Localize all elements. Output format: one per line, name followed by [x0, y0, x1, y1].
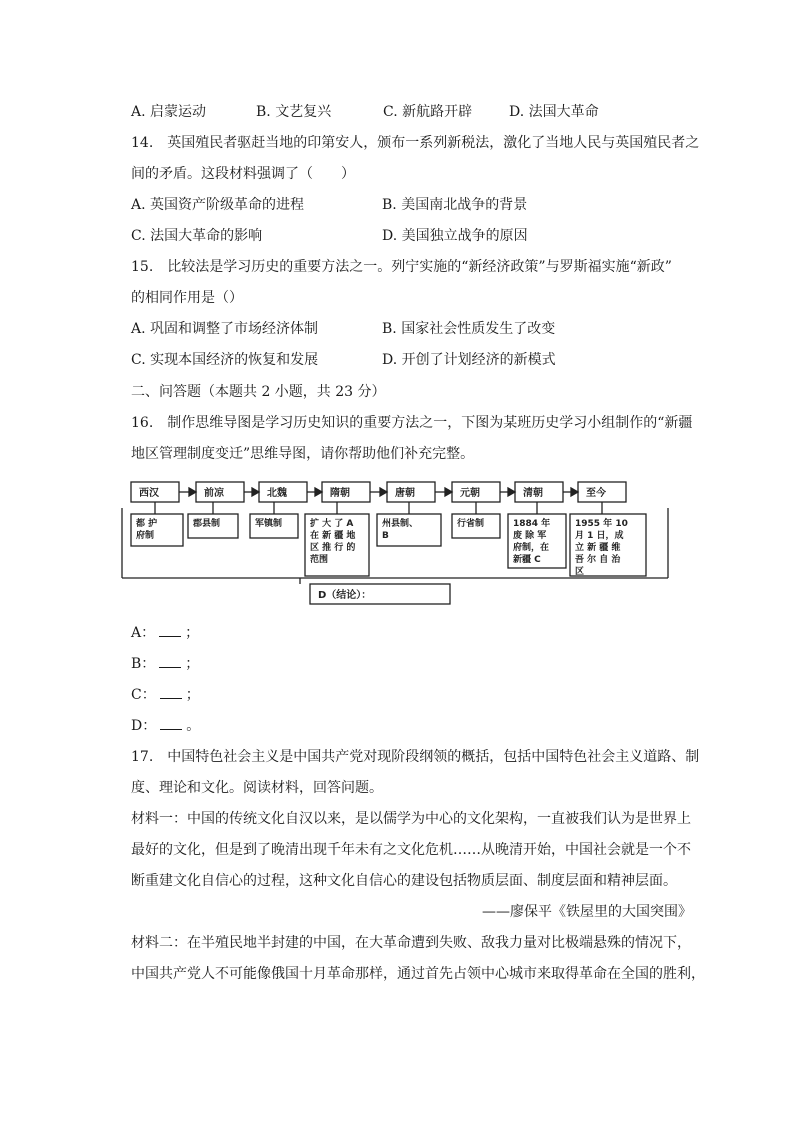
detail-label: 州县制、: [382, 519, 419, 529]
q15-stem-line2: 的相同作用是（）: [131, 290, 243, 306]
detail-label: B: [382, 531, 389, 541]
detail-label: 废 除 军: [513, 531, 547, 541]
q13-option-c: C. 新航路开辟: [383, 104, 473, 120]
q16-stem-line2: 地区管理制度变迁”思维导图，请你帮助他们补充完整。: [131, 446, 475, 462]
q13-option-d: D. 法国大革命: [509, 104, 599, 120]
answer-blank-c[interactable]: [160, 686, 182, 699]
q14-option-c: C. 法国大革命的影响: [131, 228, 263, 244]
q14-option-b: B. 美国南北战争的背景: [382, 197, 528, 213]
q14-stem-line1: 14. 英国殖民者驱赶当地的印第安人，颁布一系列新税法，激化了当地人民与英国殖民者之: [131, 135, 700, 151]
detail-label: 新疆 C: [513, 555, 541, 565]
arrow-head: [189, 488, 196, 496]
period-label: 清朝: [523, 488, 543, 499]
answer-blank-a[interactable]: [159, 624, 181, 637]
detail-label: 军镇制: [255, 519, 283, 529]
answer-blank-b[interactable]: [159, 655, 181, 668]
period-label: 唐朝: [395, 488, 415, 499]
answer-line-a: A： ；: [131, 625, 200, 641]
q13-option-a: A. 启蒙运动: [131, 104, 207, 120]
answer-line-c: C： ；: [131, 687, 200, 703]
arrow-head: [252, 488, 259, 496]
detail-label: 1955 年 10: [575, 519, 628, 529]
mind-map-diagram: [0, 478, 794, 608]
answer-blank-d[interactable]: [160, 717, 182, 730]
q17-stem-line2: 度、理论和文化。阅读材料，回答问题。: [131, 780, 383, 796]
detail-label: 扩 大 了 A: [310, 519, 354, 529]
detail-label: 月 1 日，成: [575, 531, 624, 541]
period-label: 隋朝: [330, 488, 350, 499]
detail-label: 在 新 疆 地: [310, 531, 356, 541]
conclusion-label: D（结论）：: [318, 590, 372, 601]
period-label: 前凉: [204, 488, 224, 499]
q14-option-d: D. 美国独立战争的原因: [382, 228, 528, 244]
period-label: 元朝: [460, 488, 480, 499]
material1-source: ——廖保平《铁屋里的大国突围》: [482, 904, 692, 920]
q14-option-a: A. 英国资产阶级革命的进程: [131, 197, 305, 213]
detail-label: 府制，在: [513, 543, 550, 553]
material1-line2: 最好的文化，但是到了晚清出现千年未有之文化危机……从晚清开始，中国社会就是一个不: [131, 842, 691, 858]
material2-line2: 中国共产党人不可能像俄国十月革命那样，通过首先占领中心城市来取得革命在全国的胜利，: [131, 966, 705, 982]
section-heading: 二、问答题（本题共 2 小题，共 23 分）: [131, 384, 386, 400]
answer-line-d: D： 。: [131, 718, 201, 734]
detail-label: 府制: [136, 531, 155, 541]
q17-stem-line1: 17. 中国特色社会主义是中国共产党对现阶段纲领的概括，包括中国特色社会主义道路、制: [131, 749, 700, 765]
arrow-head: [508, 488, 515, 496]
material2-line1: 材料二：在半殖民地半封建的中国，在大革命遭到失败、敌我力量对比极端悬殊的情况下，: [131, 935, 691, 951]
q13-option-b: B. 文艺复兴: [256, 104, 332, 120]
period-label: 至今: [586, 488, 606, 499]
q16-stem-line1: 16. 制作思维导图是学习历史知识的重要方法之一，下图为某班历史学习小组制作的“新疆: [131, 415, 693, 431]
q15-option-d: D. 开创了计划经济的新模式: [382, 352, 556, 368]
q15-option-c: C. 实现本国经济的恢复和发展: [131, 352, 319, 368]
detail-label: 区 推 行 的: [310, 543, 356, 553]
material1-line3: 断重建文化自信心的过程，这种文化自信心的建设包括物质层面、制度层面和精神层面。: [131, 873, 677, 889]
detail-label: 郡县制: [193, 519, 221, 529]
material1-line1: 材料一：中国的传统文化自汉以来，是以儒学为中心的文化架构，一直被我们认为是世界上: [131, 811, 691, 827]
period-label: 西汉: [139, 488, 159, 499]
detail-label: 立 新 疆 维: [575, 543, 621, 553]
arrow-head: [571, 488, 578, 496]
q15-option-b: B. 国家社会性质发生了改变: [382, 321, 556, 337]
answer-line-b: B： ；: [131, 656, 200, 672]
detail-label: 1884 年: [513, 519, 551, 529]
detail-label: 区: [575, 567, 585, 577]
detail-label: 都 护: [136, 519, 158, 529]
period-label: 北魏: [267, 488, 287, 499]
q15-stem-line1: 15. 比较法是学习历史的重要方法之一。列宁实施的“新经济政策”与罗斯福实施“新政”: [131, 259, 672, 275]
detail-label: 行省制: [457, 519, 485, 529]
detail-label: 范围: [310, 555, 329, 565]
arrow-head: [315, 488, 322, 496]
q15-option-a: A. 巩固和调整了市场经济体制: [131, 321, 319, 337]
arrow-head: [445, 488, 452, 496]
q14-stem-line2: 间的矛盾。这段材料强调了（ ）: [131, 166, 355, 182]
arrow-head: [380, 488, 387, 496]
detail-label: 吾 尔 自 治: [575, 555, 621, 565]
